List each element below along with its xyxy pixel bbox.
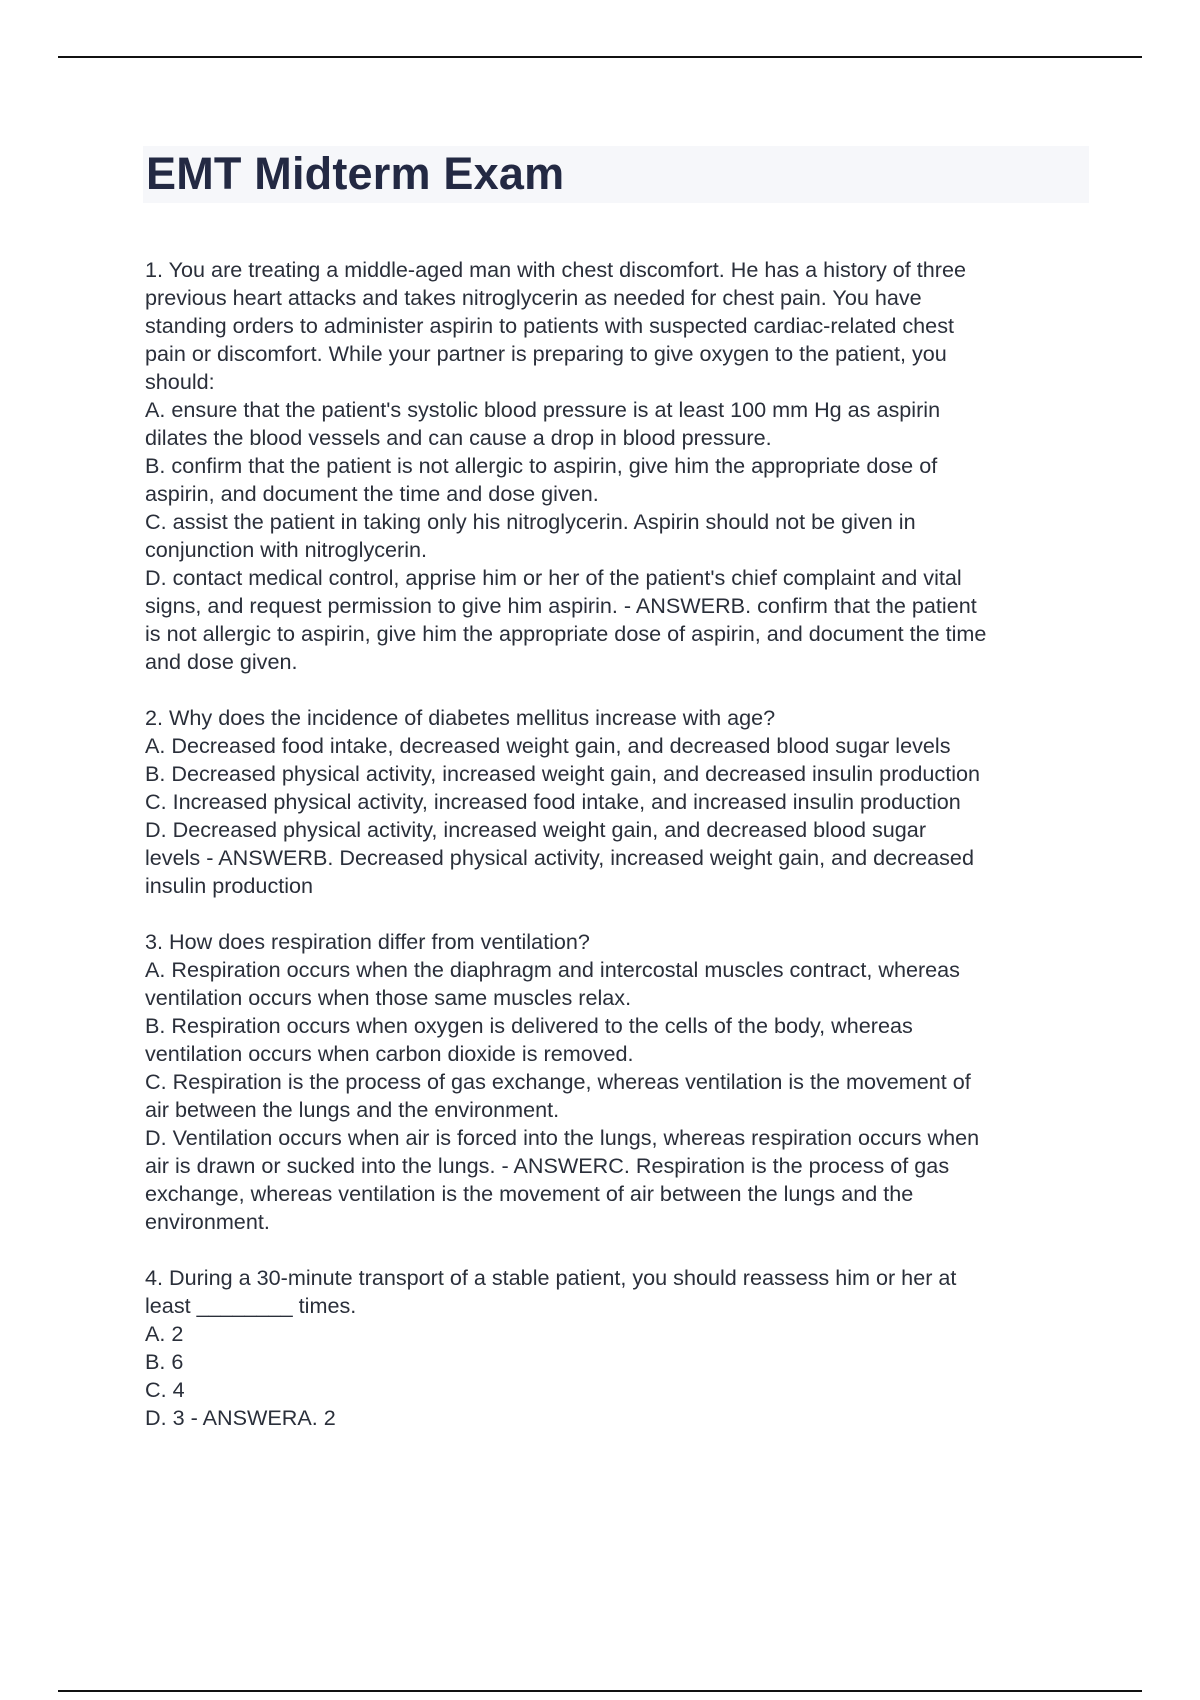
answer-option-c: C. 4 <box>145 1377 185 1402</box>
answer-option-a: A. Decreased food intake, decreased weight gain, and decreased blood sugar levels <box>145 733 951 758</box>
question-1 <box>145 256 1095 676</box>
answer-option-b: B. 6 <box>145 1349 184 1374</box>
answer-option-d: D. 3 - ANSWERA. 2 <box>145 1405 336 1430</box>
answer-option-c: C. Increased physical activity, increased food intake, and increased insulin production <box>145 789 961 814</box>
question-2 <box>145 704 1095 900</box>
question-4 <box>145 1264 1095 1432</box>
question-stem: 2. Why does the incidence of diabetes mellitus increase with age? <box>145 705 776 730</box>
answer-option-d: D. Decreased physical activity, increased weight gain, and decreased blood sugar levels - ANSWERB. Decreased physical activity, increased weight gain, and decreased insulin production <box>145 817 974 898</box>
answer-option-b: B. Decreased physical activity, increased weight gain, and decreased insulin production <box>145 761 981 786</box>
answer-option-a: A. ensure that the patient's systolic blood pressure is at least 100 mm Hg as aspirin dilates the blood vessels and can cause a drop in blood pressure. <box>145 397 941 450</box>
page-title: EMT Midterm Exam <box>146 148 565 199</box>
answer-option-b: B. Respiration occurs when oxygen is delivered to the cells of the body, whereas ventilation occurs when carbon dioxide is removed. <box>145 1013 913 1066</box>
answer-option-b: B. confirm that the patient is not allergic to aspirin, give him the appropriate dose of aspirin, and document the time and dose given. <box>145 453 938 506</box>
question-3 <box>145 928 1095 1236</box>
answer-option-a: A. Respiration occurs when the diaphragm and intercostal muscles contract, whereas ventilation occurs when those same muscles relax. <box>145 957 960 1010</box>
answer-option-c: C. Respiration is the process of gas exchange, whereas ventilation is the movement of air between the lungs and the environment. <box>145 1069 971 1122</box>
question-stem: 3. How does respiration differ from ventilation? <box>145 929 590 954</box>
answer-option-c: C. assist the patient in taking only his nitroglycerin. Aspirin should not be given in conjunction with nitroglycerin. <box>145 509 916 562</box>
question-stem: 1. You are treating a middle-aged man with chest discomfort. He has a history of three previous heart attacks and takes nitroglycerin as needed for chest pain. You have standing orders to administer aspirin to patients with suspected cardiac-related chest pain or discomfort. While your partner is preparing to give oxygen to the patient, you should: <box>145 257 967 394</box>
answer-option-d: D. Ventilation occurs when air is forced into the lungs, whereas respiration occurs when air is drawn or sucked into the lungs. - ANSWERC. Respiration is the process of gas exchange, whereas ventilation is the movement of air between the lungs and the environment. <box>145 1125 980 1234</box>
bottom-rule <box>58 1690 1142 1692</box>
answer-option-d: D. contact medical control, apprise him or her of the patient's chief complaint and vital signs, and request permission to give him aspirin. - ANSWERB. confirm that the patient is not allergic to aspirin, give him the appropriate dose of aspirin, and document the time and dose given. <box>145 565 987 674</box>
answer-option-a: A. 2 <box>145 1321 184 1346</box>
question-stem: 4. During a 30-minute transport of a stable patient, you should reassess him or her at least ________ times. <box>145 1265 957 1318</box>
top-rule <box>58 56 1142 58</box>
exam-content <box>145 256 1095 1460</box>
